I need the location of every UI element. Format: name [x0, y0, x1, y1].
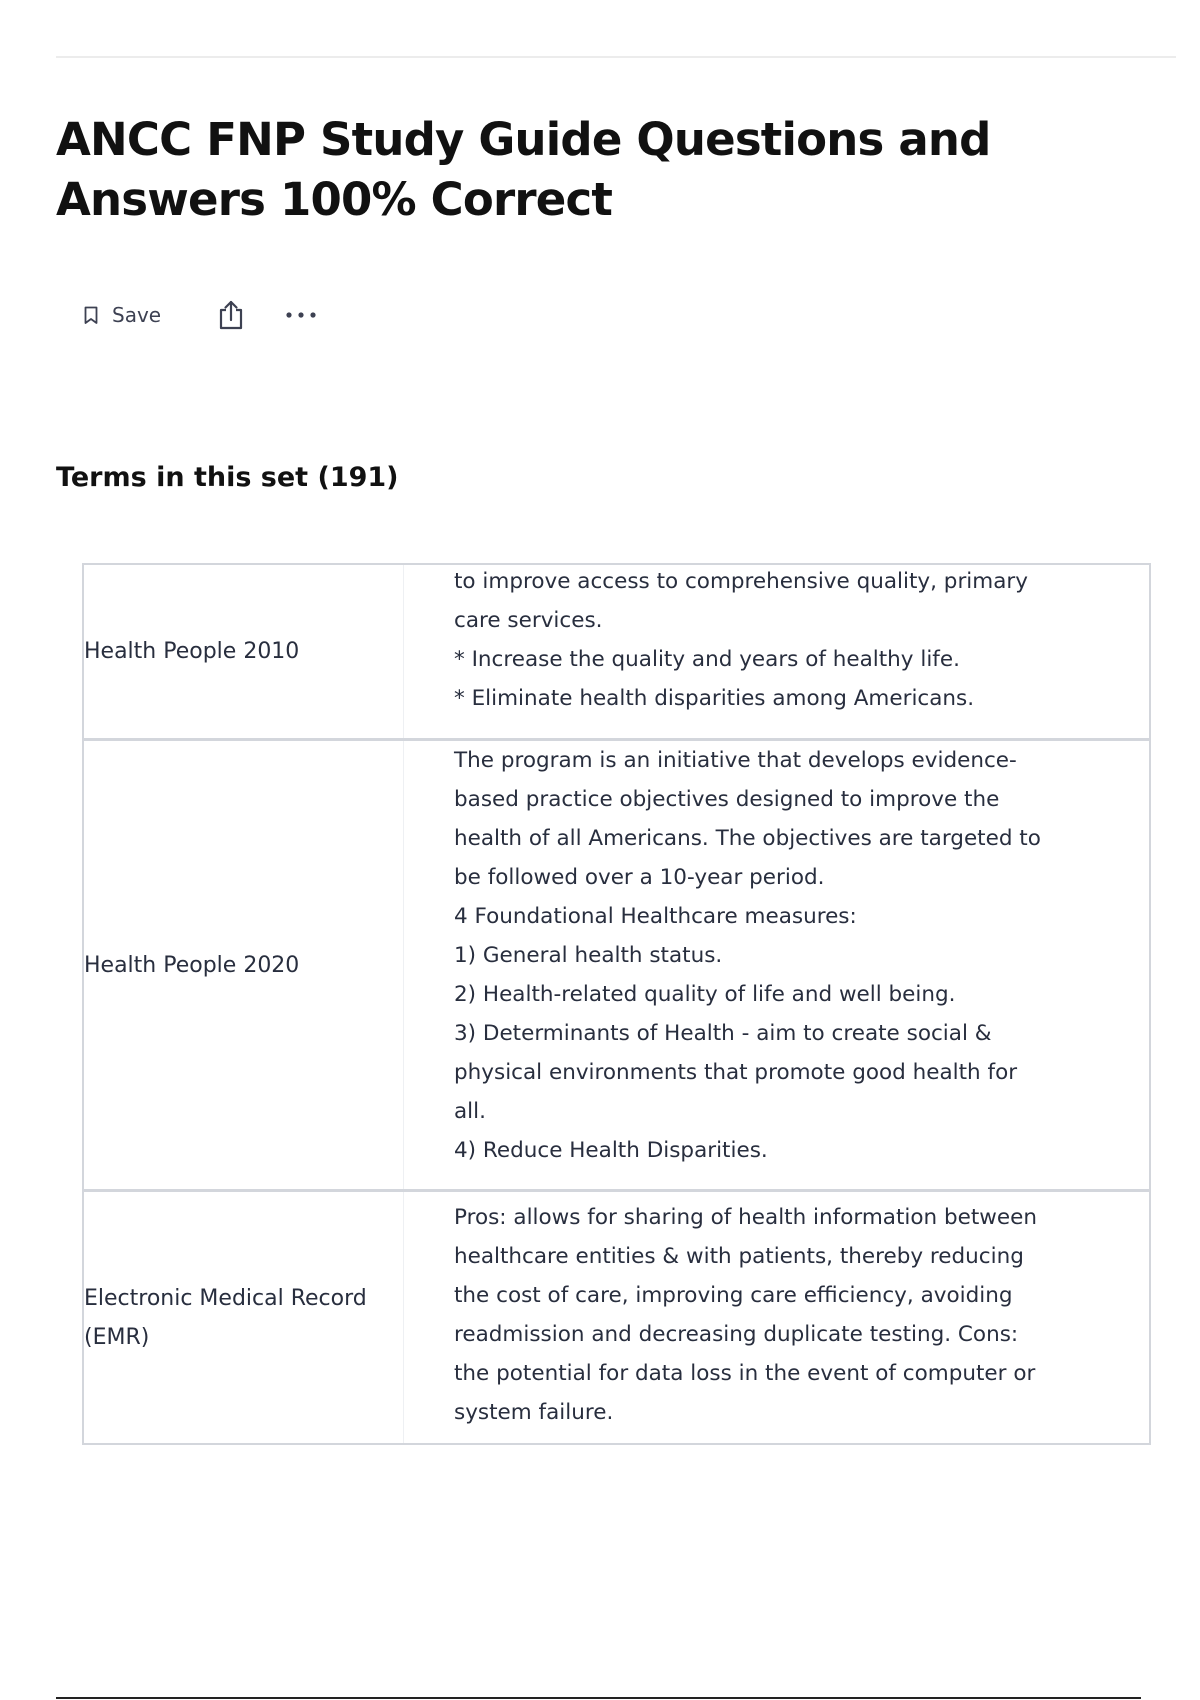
save-button[interactable] [84, 296, 165, 334]
term-definition: The program is an initiative that develops evidence- based practice objectives designed to improve the health of all Americans. The objectives are targeted to be followed over a 10-year period. 4 Foundational Healthcare measures: 1) General health status. 2) Health-related quality of life and well being. 3) Determinants of Health - aim to create social & physical environments that promote good health for all. 4) Reduce Health Disparities. [454, 748, 1041, 1163]
share-icon [217, 299, 245, 331]
more-horizontal-icon [285, 311, 317, 319]
term-row [84, 565, 1149, 738]
terms-heading: Terms in this set (191) [56, 462, 399, 493]
more-options-button[interactable] [281, 296, 321, 334]
term-word: Health People 2020 [84, 741, 404, 1189]
bottom-divider [56, 1697, 1141, 1699]
terms-table [82, 563, 1151, 1445]
term-definition: to improve access to comprehensive quality, primary care services. * Increase the quality and years of healthy life. * Eliminate health disparities among Americans. [454, 569, 1028, 711]
page-title: ANCC FNP Study Guide Questions and Answers 100% Correct [56, 113, 991, 226]
save-label: Save [112, 303, 162, 327]
term-row [84, 1189, 1149, 1443]
term-definition: Pros: allows for sharing of health information between healthcare entities & with patients, thereby reducing the cost of care, improving care efficiency, avoiding readmission and decreasing duplicate testing. Cons: the potential for data loss in the event of computer or system failure. [454, 1205, 1037, 1425]
share-button[interactable] [211, 296, 251, 334]
set-toolbar [84, 296, 321, 334]
bookmark-icon [84, 306, 112, 325]
term-row [84, 738, 1149, 1189]
top-divider [56, 56, 1176, 58]
term-word: Health People 2010 [84, 565, 404, 738]
term-word: Electronic Medical Record (EMR) [84, 1192, 404, 1443]
